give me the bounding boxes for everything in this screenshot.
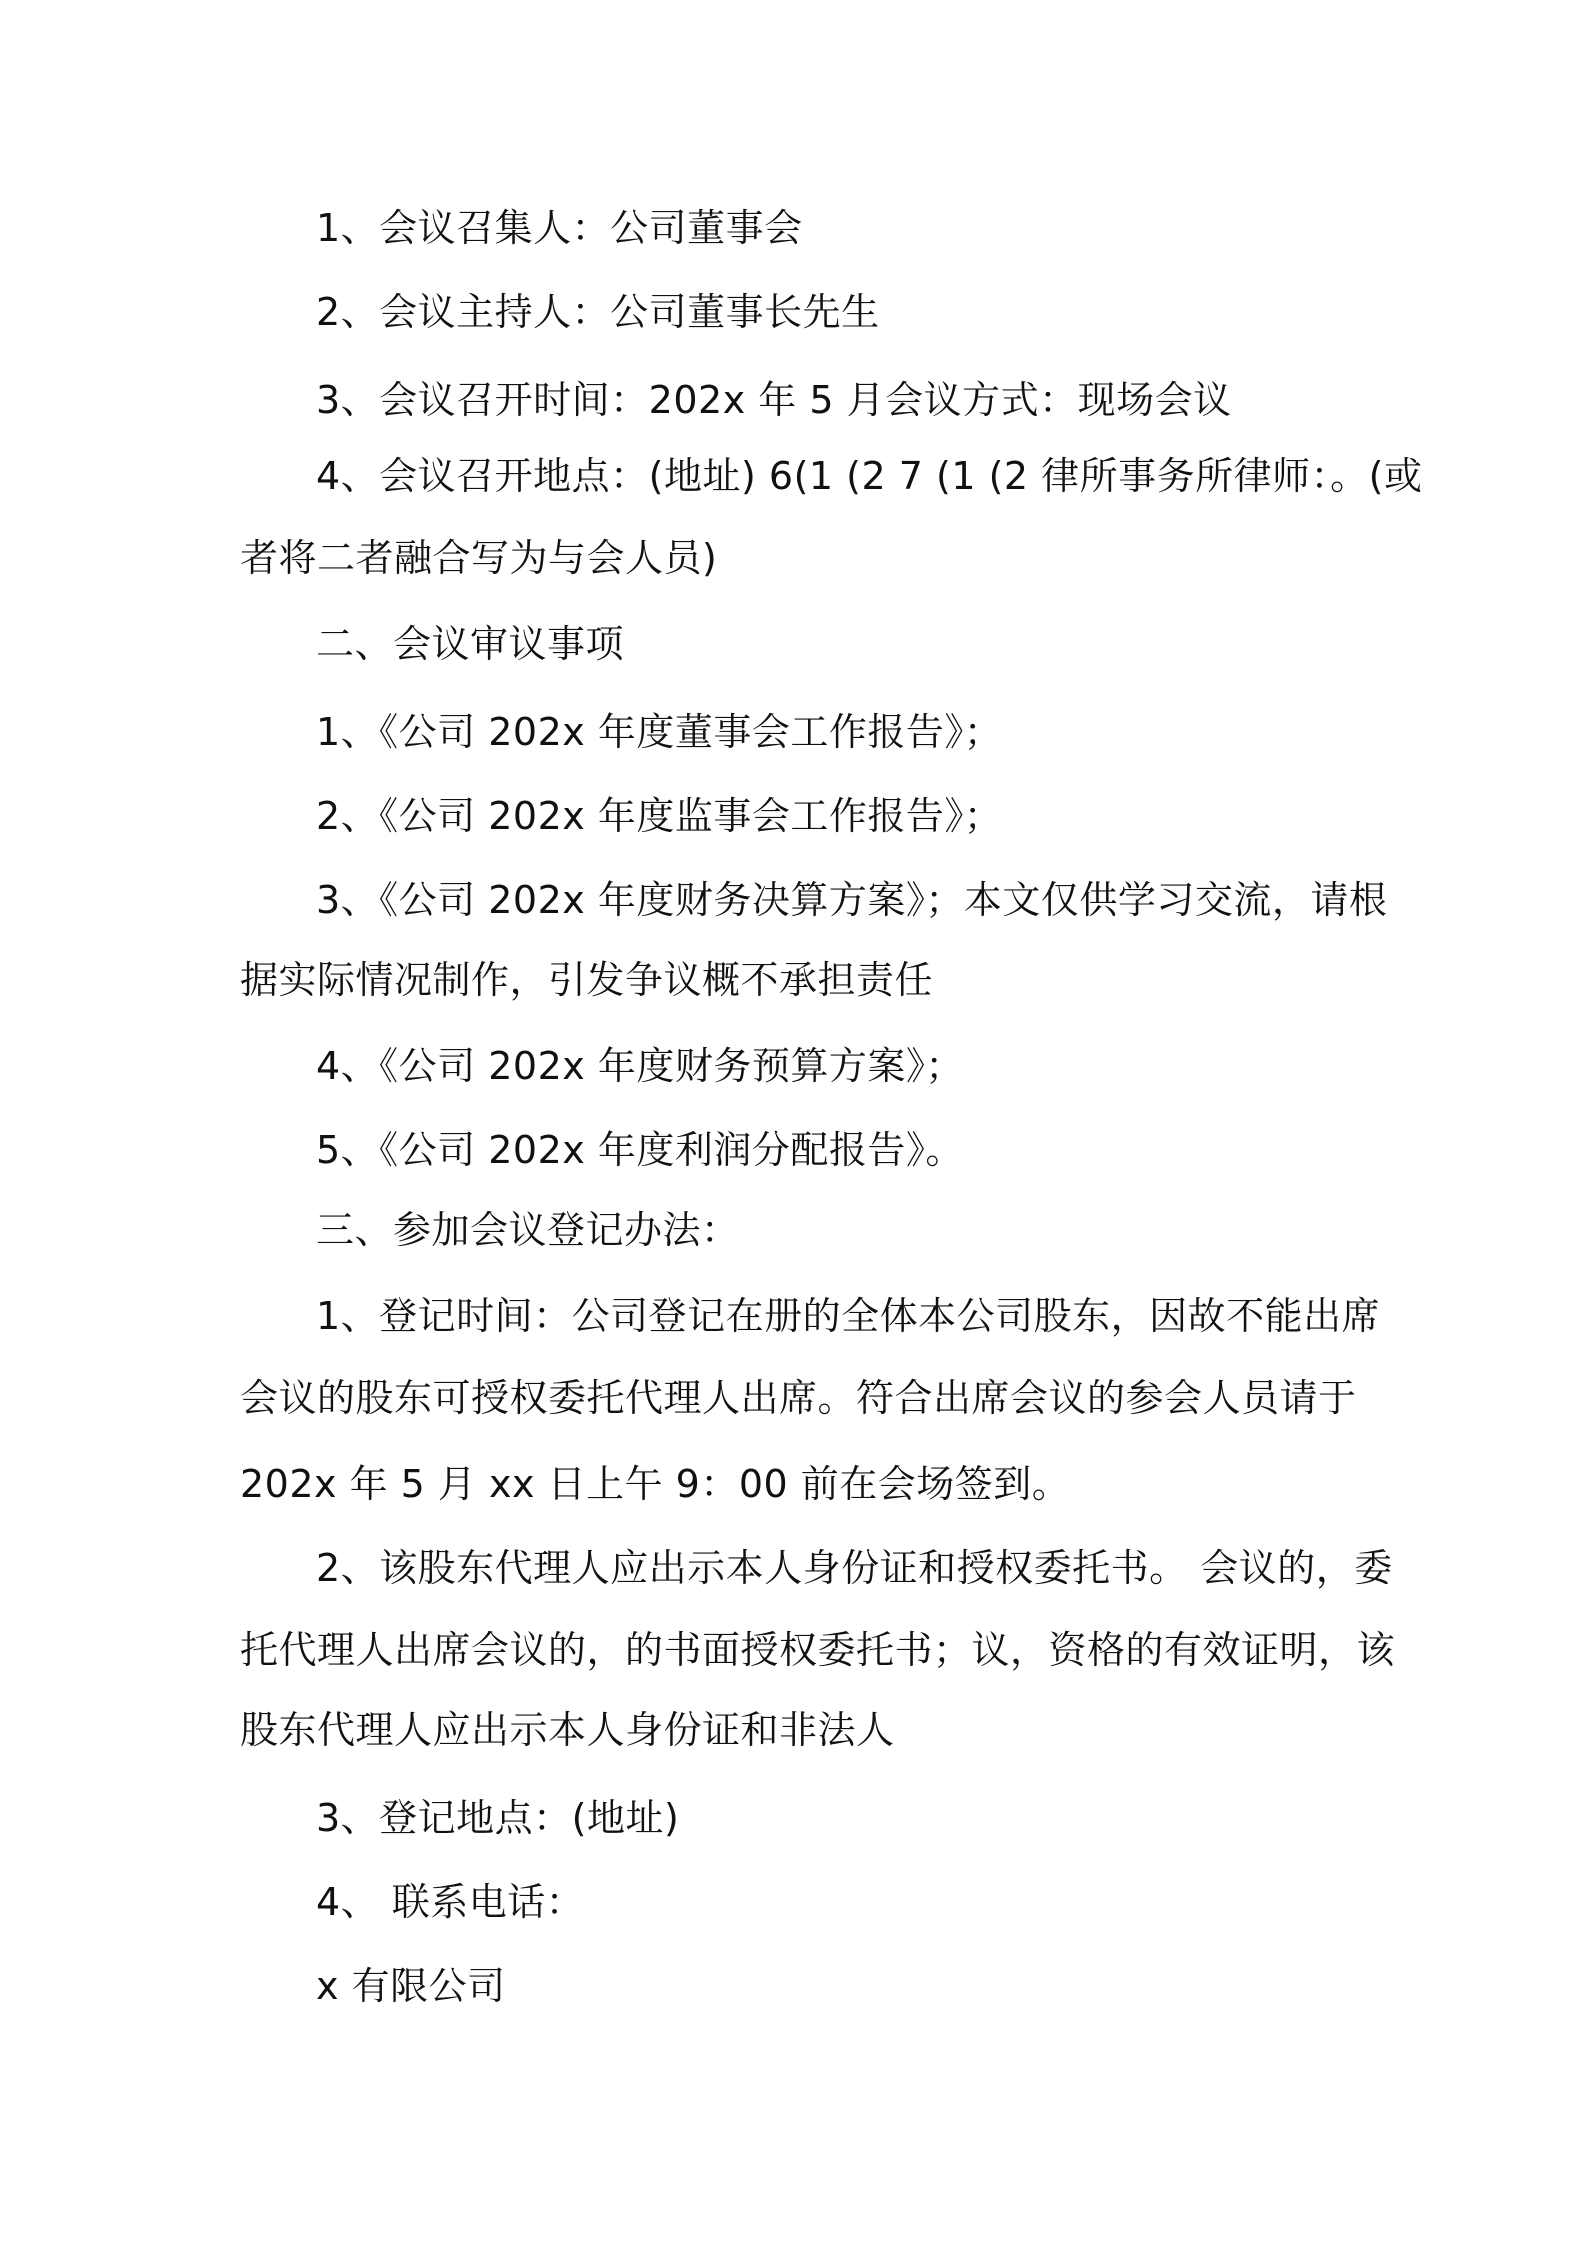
proxy-requirement-cont-2: 股东代理人应出示本人身份证和非法人 (240, 1708, 895, 1752)
agenda-item-2: 2、《公司 202x 年度监事会工作报告》； (316, 794, 1003, 838)
proxy-requirement-cont-1: 托代理人出席会议的，的书面授权委托书；议，资格的有效证明，该 (240, 1628, 1396, 1672)
agenda-item-1: 1、《公司 202x 年度董事会工作报告》； (316, 710, 1003, 754)
company-signature: x 有限公司 (316, 1964, 506, 2008)
section-heading-agenda: 二、会议审议事项 (316, 622, 625, 666)
contact-phone-line: 4、 联系电话： (316, 1880, 585, 1924)
registration-time-cont-1: 会议的股东可授权委托代理人出席。符合出席会议的参会人员请于 (240, 1376, 1357, 1420)
registration-location-line: 3、登记地点：(地址) (316, 1796, 680, 1840)
convener-line: 1、会议召集人：公司董事会 (316, 206, 803, 250)
agenda-item-4: 4、《公司 202x 年度财务预算方案》； (316, 1044, 964, 1088)
meeting-time-line: 3、会议召开时间：202x 年 5 月会议方式：现场会议 (316, 378, 1232, 422)
meeting-location-line-cont: 者将二者融合写为与会人员) (240, 536, 718, 580)
agenda-item-5: 5、《公司 202x 年度利润分配报告》。 (316, 1128, 964, 1172)
registration-time-cont-2: 202x 年 5 月 xx 日上午 9：00 前在会场签到。 (240, 1462, 1071, 1506)
section-heading-registration: 三、参加会议登记办法： (316, 1208, 740, 1252)
proxy-requirement-line: 2、该股东代理人应出示本人身份证和授权委托书。 会议的，委 (316, 1546, 1393, 1590)
agenda-item-3: 3、《公司 202x 年度财务决算方案》；本文仅供学习交流，请根 (316, 878, 1388, 922)
registration-time-line: 1、登记时间：公司登记在册的全体本公司股东，因故不能出席 (316, 1294, 1381, 1338)
meeting-location-line: 4、会议召开地点：(地址) 6(1 (2 7 (1 (2 律所事务所律师：。(或 (316, 454, 1423, 498)
host-line: 2、会议主持人：公司董事长先生 (316, 290, 880, 334)
agenda-item-3-cont: 据实际情况制作，引发争议概不承担责任 (240, 958, 934, 1002)
